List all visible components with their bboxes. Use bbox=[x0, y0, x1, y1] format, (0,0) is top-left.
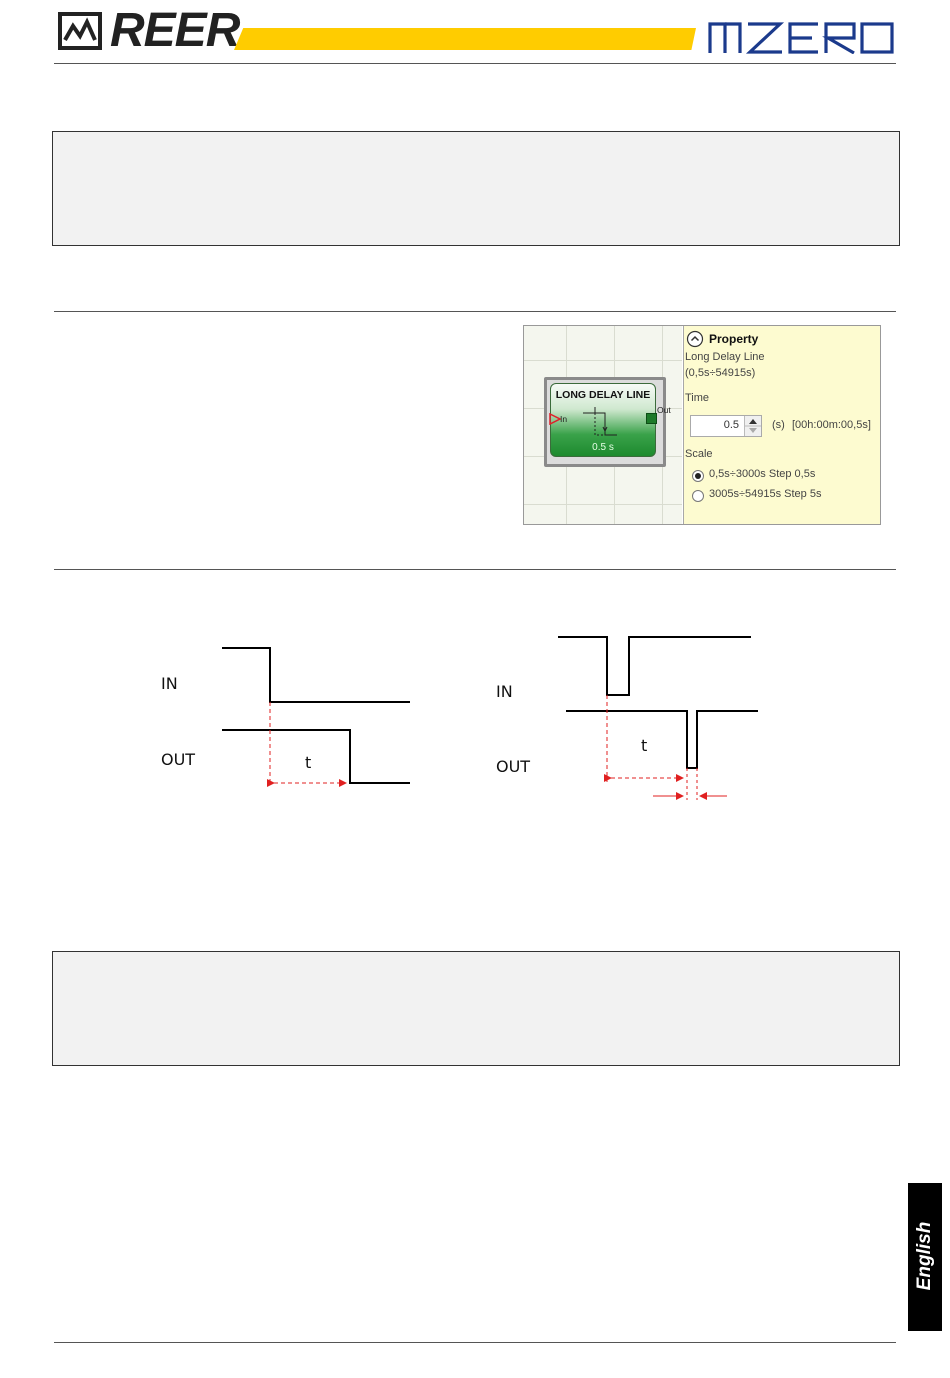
time-unit: (s) bbox=[772, 419, 785, 431]
right-in-signal bbox=[558, 637, 751, 695]
section-rule-1 bbox=[54, 311, 896, 312]
scale-label: Scale bbox=[685, 448, 713, 460]
scale-option-0: 0,5s÷3000s Step 0,5s bbox=[709, 468, 816, 480]
function-block-panel bbox=[523, 325, 881, 525]
block-delay-value: 0.5 s bbox=[592, 442, 614, 453]
property-header: Property bbox=[709, 332, 759, 346]
left-out-label: OUT bbox=[161, 750, 196, 769]
note-box-top bbox=[52, 131, 900, 246]
property-pane bbox=[683, 326, 881, 524]
right-in-label: IN bbox=[496, 682, 513, 701]
collapse-chevron-icon[interactable] bbox=[686, 330, 704, 348]
right-out-label: OUT bbox=[496, 757, 531, 776]
time-label: Time bbox=[685, 392, 710, 404]
language-tab-label: English bbox=[914, 1221, 935, 1291]
input-pin-label: In bbox=[560, 414, 568, 424]
scale-radio-1[interactable] bbox=[692, 490, 704, 502]
scale-radio-0[interactable] bbox=[692, 470, 704, 482]
time-spinner[interactable] bbox=[744, 416, 761, 436]
property-block-name: Long Delay Line bbox=[685, 351, 765, 363]
spinner-arrows-icon[interactable] bbox=[745, 416, 761, 436]
time-input[interactable] bbox=[690, 415, 762, 437]
property-range: (0,5s÷54915s) bbox=[685, 367, 756, 379]
output-pin-label: Out bbox=[657, 405, 671, 415]
footer-rule bbox=[54, 1342, 896, 1343]
header-yellow-bar bbox=[234, 28, 696, 50]
scale-option-1: 3005s÷54915s Step 5s bbox=[709, 488, 822, 500]
timing-diagram-svg bbox=[0, 600, 950, 820]
time-readout: [00h:00m:00,5s] bbox=[792, 419, 871, 431]
mzero-logo bbox=[708, 22, 894, 54]
output-pin-icon[interactable] bbox=[646, 413, 657, 424]
left-out-signal bbox=[222, 730, 410, 783]
delay-symbol-icon bbox=[581, 407, 621, 437]
section-rule-2 bbox=[54, 569, 896, 570]
right-t-label: t bbox=[641, 736, 648, 755]
block-title: LONG DELAY LINE bbox=[555, 389, 651, 401]
left-in-label: IN bbox=[161, 674, 178, 693]
reer-logo-text: REER bbox=[110, 4, 240, 57]
long-delay-line-block[interactable] bbox=[544, 377, 666, 467]
header-rule bbox=[54, 63, 896, 64]
note-box-bottom bbox=[52, 951, 900, 1066]
design-canvas[interactable] bbox=[524, 326, 682, 524]
language-tab bbox=[908, 1183, 942, 1331]
right-out-signal bbox=[566, 711, 758, 768]
reer-logo-icon bbox=[58, 12, 102, 50]
time-input-value: 0.5 bbox=[723, 419, 739, 431]
left-t-label: t bbox=[305, 753, 312, 772]
left-in-signal bbox=[222, 648, 410, 702]
